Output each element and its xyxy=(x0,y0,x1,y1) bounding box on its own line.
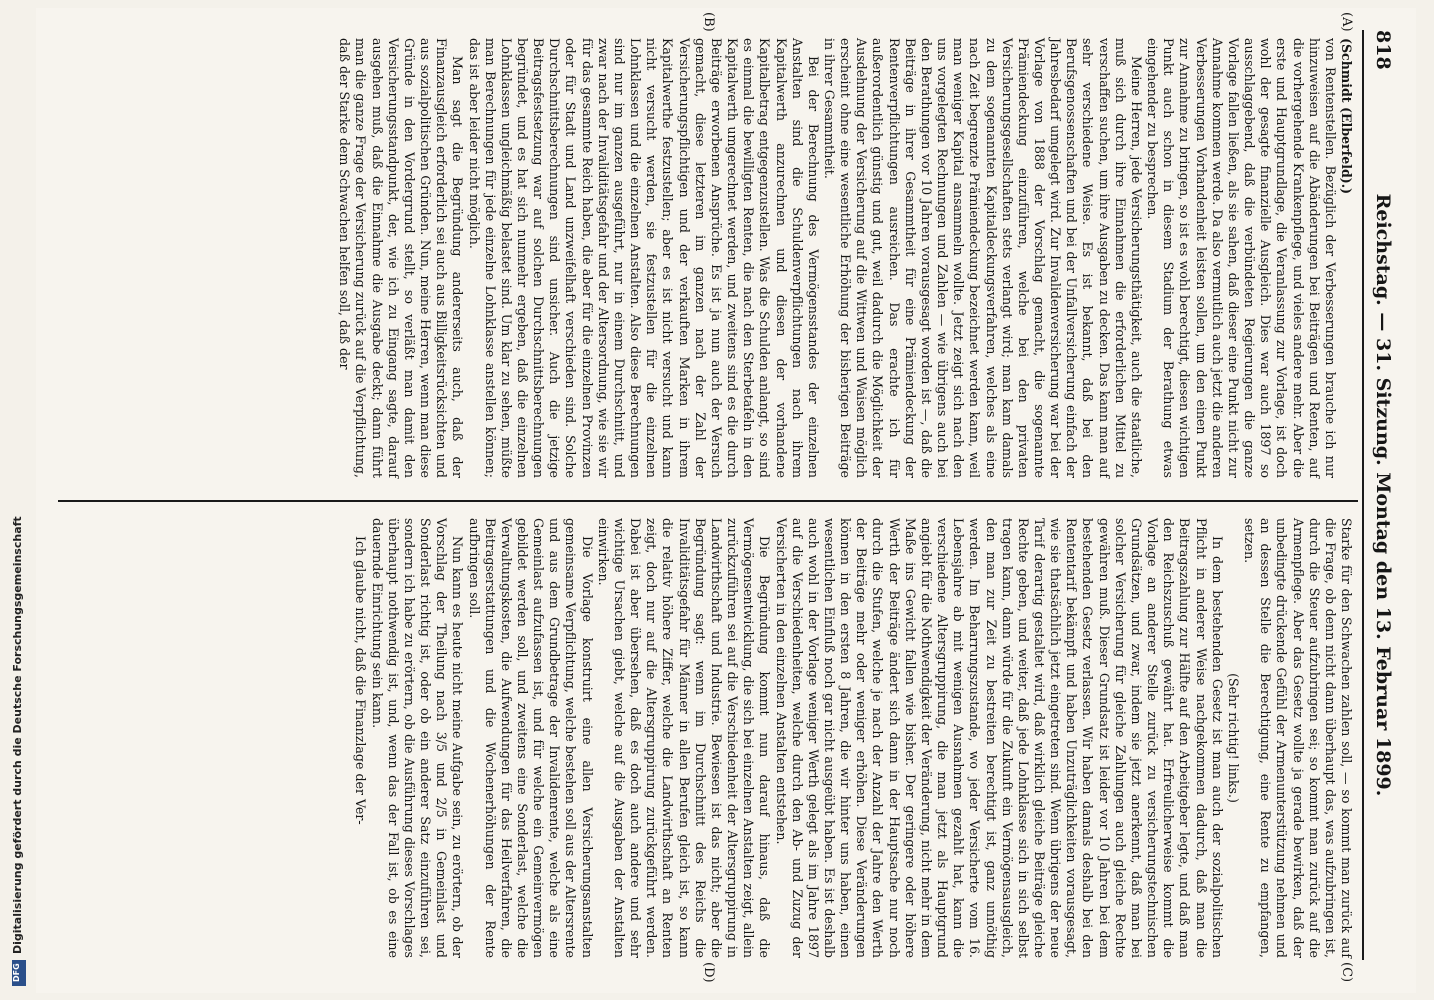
paragraph: Bei der Berechnung des Vermögensstandes der einzelnen Anstalten sind die Schuldenverpflichtungen nach ihrem Kapitalwerth anzurechnen und diesen der vorhandene Kapitalbetrag entgegenzustellen. Was die Schulden anlangt, so sind es einmal die bewilligten Renten, die nach den Sterbetafeln in den Kapitalwerth umgerechnet werden, und zweitens sind es die durch Beiträge erworbenen Ansprüche. Es ist ja nun auch der Versuch gemacht, diese letzteren im ganzen nach der Zahl der Versicherungspflichtigen und der verkauften Marken in ihrem Kapitalwerthe festzustellen; aber es ist nicht versucht und kann nicht versucht werden, sie festzustellen für die einzelnen Lohnklassen und die einzelnen Anstalten. Also diese Berechnungen sind nur im ganzen ausgeführt, nur in einem Durchschnitt, und zwar nach der Invaliditätsgefahr und der Altersordnung, wie sie wir für das gesammte Reich haben, die aber für die einzelnen Provinzen oder für Stadt und Land unzweifelhaft verschieden sind. Solche Durchschnittsberechnungen sind unsicher. Auch die jetzige Beitragsfestsetzung war auf solchen Durchschnittsberechnungen begründet, und es hat sich nunmehr ergeben, daß die einzelnen Lohnklassen ungleichmäßig belastet sind. Um klar zu sehen, müßte man Berechnungen für jede einzelne Lohnklasse anstellen können; das ist aber leider nicht möglich. xyxy=(466,38,821,478)
speaker-line: (Schmidt (Elberfeld).) xyxy=(1339,38,1354,195)
left-column xyxy=(336,38,1354,478)
margin-marker-c: (C) xyxy=(1339,962,1354,983)
page-header xyxy=(1370,30,1396,960)
margin-marker-b: (B) xyxy=(701,12,716,32)
margin-marker-d: (D) xyxy=(701,962,716,983)
paragraph: Ich glaube nicht, daß die Finanzlage der Ver- xyxy=(353,536,369,825)
page-number: 818 xyxy=(1372,30,1394,70)
paragraph: Die Begründung kommt nun darauf hinaus, daß die Vermögensentwicklung, die sich bei einzelnen Anstalten zeigt, allein zurückzuführen sei auf die Verschiedenheit der Altersgruppirung in Landwirthschaft und Industrie. Bewiesen ist das nicht; aber die Begründung sagt: wenn im Durchschnitt des Reichs die Invaliditätsgefahr für Männer in allen Berufen gleich ist, so kann die relativ höhere Ziffer, welche die Landwirthschaft an Renten zeigt, doch nur auf die Altersgruppirung zurückgeführt werden. Dabei ist aber übersehen, daß es doch auch andere und sehr wichtige Ursachen giebt, welche auf die Ausgaben der Anstalten einwirken. xyxy=(595,518,773,958)
margin-marker-a: (A) xyxy=(1339,12,1354,32)
paragraph: Nun kann es heute nicht meine Aufgabe sein, zu erörtern, ob der Vorschlag der Theilung nach 3/5 und 2/5 in Gemeinlast und Sonderlast richtig ist, oder ob ein anderer Satz einzuführen sei, sondern ich habe zu erörtern, ob die Ausführung dieses Vorschlages überhaupt nothwendig ist, und, wenn das der Fall ist, ob es eine dauernde Einrichtung sein kann. xyxy=(369,518,466,958)
funding-note: Digitalisierung gefördert durch die Deutsche Forschungsgemeinschaft xyxy=(11,516,24,954)
paragraph: Man sagt die Begründung andererseits auch, daß der Finanzausgleich erforderlich sei auch aus Billigkeitsrücksichten und aus sozialpolitischen Gründen. Nun, meine Herren, wenn man diese Gründe in den Vordergrund stellt, so verläßt man damit den Versicherungsstandpunkt, der, wie ich zu Eingang sagte, darauf ausgehen muß, daß die Einnahme die Ausgabe deckt; dann führt man die ganze Frage der Versicherung zurück auf die Verpflichtung, daß der Starke dem Schwachen helfen soll, daß der xyxy=(337,38,466,478)
paragraph: Starke für den Schwachen zahlen soll, — so kommt man zurück auf die Frage, ob denn nicht dann überhaupt das, was aufzubringen ist, durch die Steuer aufzubringen sei; so kommt man zurück auf die Armenpflege. Aber das Gesetz wollte ja gerade bewirken, daß der unbedingte drückende Gefühl der Armenunterstützung nehmen und an dessen Stelle die Berechtigung, eine Rente zu empfangen, setzen. xyxy=(1242,518,1354,958)
header-rule xyxy=(1362,30,1364,960)
page-title: Reichstag. — 31. Sitzung. Montag den 13. Februar 1899. xyxy=(1372,193,1394,797)
dfg-logo: DFG xyxy=(12,960,26,986)
page-content-rotated xyxy=(36,8,1416,993)
column-divider xyxy=(58,500,1358,502)
paragraph: von Rentenstellen. Bezüglich der Verbesserungen brauche ich nur hinzuweisen auf die Abänderungen bei Beiträgen und Renten, auf die vorhergehende Krankenpflege, und vieles andere mehr. Aber die erste und Hauptgrundlage, die Veranlassung zur Vorlage, ist doch wohl der gesagte finanzielle Ausgleich. Dies war auch 1897 so ausschlaggebend, daß die verbündeten Regierungen die ganze Vorlage fallen ließen, als sie sahen, daß dieser eine Punkt nicht zur Annahme kommen werde. Da also vermutlich auch jetzt die anderen Verbesserungen Vorhandenheit leisten sollen, um den einen Punkt zur Annahme zu bringen, so ist es wohl berechtigt, diesen wichtigen Punkt auch schon in diesem Stadium der Berathung etwas eingehender zu besprechen. xyxy=(1145,38,1338,478)
interjection: (Sehr richtig! links.) xyxy=(1225,673,1241,803)
scanned-page xyxy=(36,8,1416,993)
paragraph: Meine Herren, jede Versicherungsthätigkeit, auch die staatliche, muß sich durch ihre Einnahmen die erforderlichen Mittel zu verschaffen suchen, um ihre Ausgaben zu decken. Das kann man auf sehr verschiedene Weise. Es ist bekannt, daß bei den Berufsgenossenschaften und bei der Unfallversicherung einfach der Jahresbedarf umgelegt wird. Zur Invalidenversicherung war bei der Vorlage von 1888 der Vorschlag gemacht, die sogenannte Prämiendeckung einzuführen, welche bei den privaten Versicherungsgesellschaften stets verlangt wird; man kam damals zu dem sogenannten Kapitaldeckungsverfahren, welches als eine nach Zeit begrenzte Prämiendeckung bezeichnet werden kann, weil man weniger Kapital ansammeln wollte. Jetzt zeigt sich nach den uns vorgelegten Rechnungen und Zahlen — wie übrigens auch bei den Berathungen vor 10 Jahren vorausgesagt worden ist —, daß die Beiträge in ihrer Gesammtheit für eine Prämiendeckung der Rentenverpflichtungen ausreichen. Das erachte ich für außerordentlich günstig und gut, weil dadurch die Möglichkeit der Ausdehnung der Versicherung auf die Wittwen und Waisen möglich erscheint ohne eine wesentliche Erhöhung der bisherigen Beiträge in ihrer Gesammtheit. xyxy=(822,38,1144,478)
right-column xyxy=(352,518,1354,958)
footer xyxy=(4,14,30,994)
paragraph: Die Vorlage konstruirt eine allen Versicherungsanstalten gemeinsame Verpflichtung, welche bestehen soll aus der Altersrente und aus dem Grundbetrage der Invalidenrente, welche als eine Gemeinlast aufzufassen ist, und für welche ein Gemeinvermögen gebildet werden soll, und zweitens eine Sonderlast, welche die Verwaltungskosten, die Aufwendungen für das Heilverfahren, die Beitragserstattungen und die Wochenerhöhungen der Rente aufbringen soll. xyxy=(466,518,595,958)
paragraph: In dem bestehenden Gesetz ist man auch der sozialpolitischen Pflicht in anderer Weise nachgekommen dadurch, daß man die Beitragszahlung zur Hälfte auf den Arbeitgeber legte, und daß man den Reichszuschuß gewährt hat. Erfreulicherweise kommt die Vorlage an anderer Stelle zurück zu versicherungstechnischen Grundsätzen, und zwar, indem sie jetzt anerkennt, daß man bei solcher Versicherung für gleiche Zahlungen auch gleiche Rechte gewähren muß. Dieser Grundsatz ist leider vor 10 Jahren bei dem bestehenden Gesetz verlassen. Wir haben damals deshalb bei den Rententarif bekämpft und haben Unzuträglichkeiten vorausgesagt, wie sie thatsächlich jetzt eingetreten sind. Wenn übrigens der neue Tarif derartig gestaltet wird, daß wirklich gleiche Beiträge gleiche Rechte geben, und weiter, daß jede Lohnklasse sich in sich selbst tragen kann, dann würde für die Zukunft ein Vermögensausgleich, den man zur Zeit zu bestreiten berechtigt ist, ganz unnöthig werden. Im Beharrungszustande, wo jeder Versicherte vom 16. Lebensjahre ab mit wenigen Ausnahmen gezahlt hat, kann die verschiedene Altersgruppirung, die man jetzt als Hauptgrund angiebt für die Nothwendigkeit der Veränderung, nicht mehr in dem Maße ins Gewicht fallen wie bisher. Der geringere oder höhere Werth der Beiträge ändert sich dann in der Hauptsache nur noch durch die Stufen, welche je nach der Anzahl der Jahre den Werth der Beiträge mehr oder weniger erhöhen. Diese Veränderungen können in den ersten 8 Jahren, die wir hinter uns haben, einen wesentlichen Einfluß noch gar nicht ausgeübt haben. Es ist deshalb auch wohl in der Vorlage weniger Werth gelegt als im Jahre 1897 auf die Verschiedenheiten, welche durch den Ab- und Zuzug der Versicherten in den einzelnen Anstalten entstehen. xyxy=(773,518,1225,958)
